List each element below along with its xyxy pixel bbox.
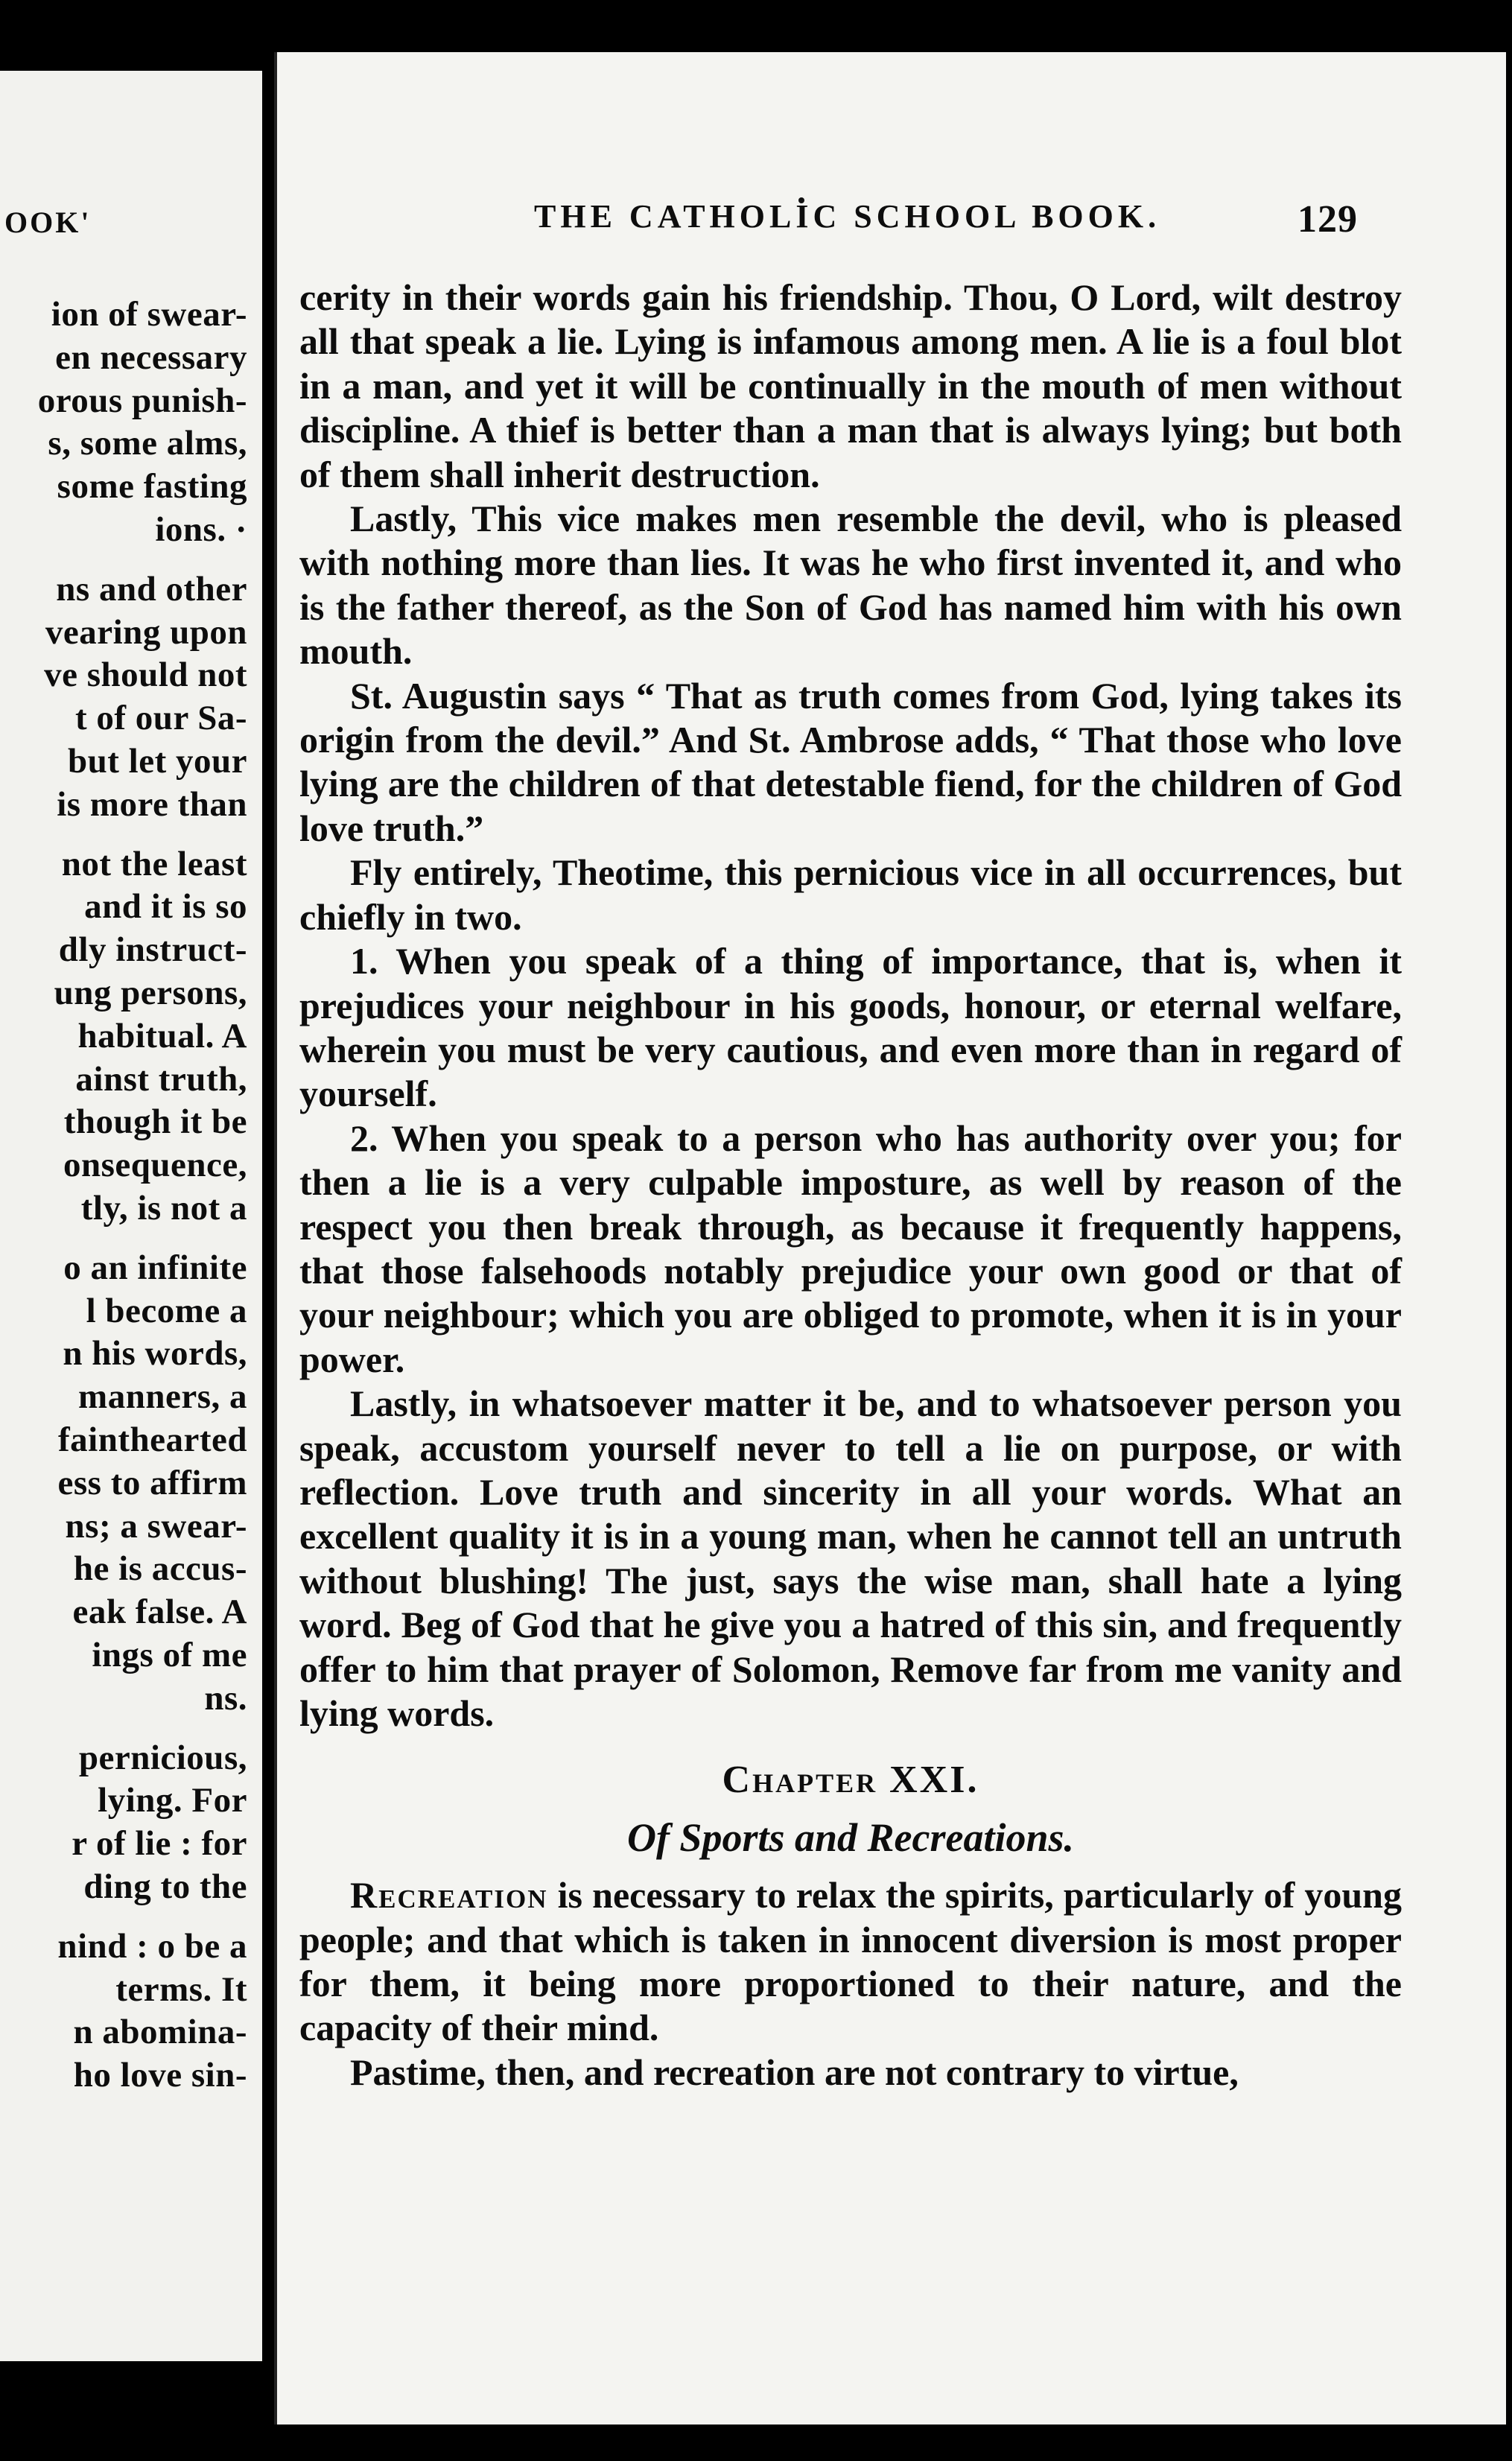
- body-text: [299, 276, 1402, 2095]
- paragraph: [299, 1873, 1402, 2051]
- left-page-line: ns.: [204, 1678, 247, 1718]
- left-page-line: onsequence,: [63, 1146, 247, 1185]
- left-page-line: and it is so: [84, 887, 247, 927]
- left-page-line: l become a: [86, 1291, 247, 1330]
- left-page-line: he is accus-: [73, 1549, 247, 1589]
- left-page-line: ns; a swear-: [65, 1506, 247, 1546]
- left-page-line: en necessary: [55, 337, 247, 377]
- paragraph-text: is necessary to relax the spirits, particularly of young people; and that which is taken in innocent diversion is most proper for them, it being more proportioned to their nature, and the capacity of their mind.: [299, 1874, 1402, 2049]
- left-page-line: n his words,: [63, 1334, 247, 1374]
- left-page-line: some fasting: [57, 467, 247, 507]
- paragraph: Pastime, then, and recreation are not contrary to virtue,: [350, 2051, 1239, 2093]
- left-page-line: nind : o be a: [57, 1926, 247, 1966]
- paragraph: St. Augustin says “ That as truth comes from God, lying takes its origin from the devil.” And St. Ambrose adds, “ That those who love lying are the children of that detestable fiend, for the children of God love truth.”: [299, 674, 1402, 849]
- left-page-line: orous punish-: [37, 381, 247, 420]
- left-page-line: ainst truth,: [75, 1059, 247, 1099]
- left-page-line: but let your: [68, 742, 247, 781]
- left-page-line: vearing upon: [45, 612, 247, 652]
- left-page-line: ion of swear-: [51, 295, 247, 334]
- left-page-line: ve should not: [44, 655, 247, 695]
- left-page-line: pernicious,: [78, 1738, 247, 1777]
- left-page-line: tly, is not a: [80, 1189, 247, 1228]
- left-page-line: n abomina-: [73, 2013, 247, 2052]
- left-page-line: fainthearted: [57, 1420, 247, 1459]
- left-page-line: is more than: [57, 784, 247, 824]
- left-page-line: o an infinite: [63, 1248, 247, 1287]
- paragraph: 1. When you speak of a thing of importance, that is, when it prejudices your neighbour in his goods, honour, or eternal welfare, wherein you must be very cautious, and even more than in regard of yourself.: [299, 940, 1402, 1115]
- left-page-line: terms. It: [115, 1969, 247, 2009]
- left-page-line: dly instruct-: [58, 930, 247, 970]
- left-page-line: ns and other: [56, 569, 247, 609]
- left-page-line: ions. ·: [155, 510, 247, 549]
- left-running-head: OOK': [4, 206, 92, 239]
- chapter-title: Of Sports and Recreations.: [626, 1814, 1075, 1860]
- left-page: [0, 71, 262, 2361]
- left-page-line: habitual. A: [77, 1016, 247, 1055]
- paragraph: Lastly, This vice makes men resemble the devil, who is pleased with nothing more than lies. It was he who first invented it, and who is the father thereof, as the Son of God has named him with his own mouth.: [299, 498, 1402, 673]
- paragraph: Fly entirely, Theotime, this pernicious vice in all occurrences, but chiefly in two.: [299, 851, 1402, 938]
- left-page-line: ho love sin-: [73, 2056, 247, 2095]
- right-page: [274, 52, 1506, 2425]
- left-page-line: not the least: [61, 844, 247, 883]
- left-page-line: though it be: [63, 1102, 247, 1142]
- left-page-line: ung persons,: [54, 974, 247, 1012]
- paragraph: cerity in their words gain his friendship. Thou, O Lord, wilt destroy all that speak a lie. Lying is infamous among men. A lie is a foul blot in a man, and yet it will be continually in the mouth of men without discipline. A thief is better than a man that is always lying; but both of them shall inherit destruction.: [299, 276, 1402, 495]
- left-page-line: ding to the: [83, 1867, 247, 1906]
- chapter-first-word: Recreation: [350, 1874, 548, 1917]
- left-page-line: manners, a: [78, 1377, 247, 1417]
- left-page-line: ess to affirm: [57, 1463, 247, 1502]
- page-number: 129: [1297, 198, 1358, 241]
- paragraph: Lastly, in whatsoever matter it be, and to whatsoever person you speak, accustom yourself never to tell a lie on purpose, or with reflection. Love truth and sincerity in all your words. What an excellent quality it is in a young man, when he cannot tell an untruth without blushing! The just, says the wise man, shall hate a lying word. Beg of God that he give you a hatred of this sin, and frequently offer to him that prayer of Solomon, Remove far from me vanity and lying words.: [299, 1382, 1402, 1734]
- paragraph: 2. When you speak to a person who has authority over you; for then a lie is a very culpable imposture, as well by reason of the respect you then break through, as because it frequently happens, that those falsehoods notably prejudice your own good or that of your neighbour; which you are obliged to promote, when it is in your power.: [299, 1117, 1402, 1380]
- left-page-line: r of lie : for: [72, 1824, 247, 1864]
- left-page-line: lying. For: [98, 1781, 247, 1820]
- running-title: THE CATHOLIC SCHOOL BOOK.: [534, 198, 1161, 235]
- left-page-line: t of our Sa-: [75, 699, 247, 738]
- left-page-line: eak false. A: [72, 1592, 247, 1632]
- left-page-line: ings of me: [92, 1636, 247, 1674]
- chapter-heading: Chapter XXI.: [722, 1759, 979, 1802]
- left-page-line: s, some alms,: [48, 424, 247, 463]
